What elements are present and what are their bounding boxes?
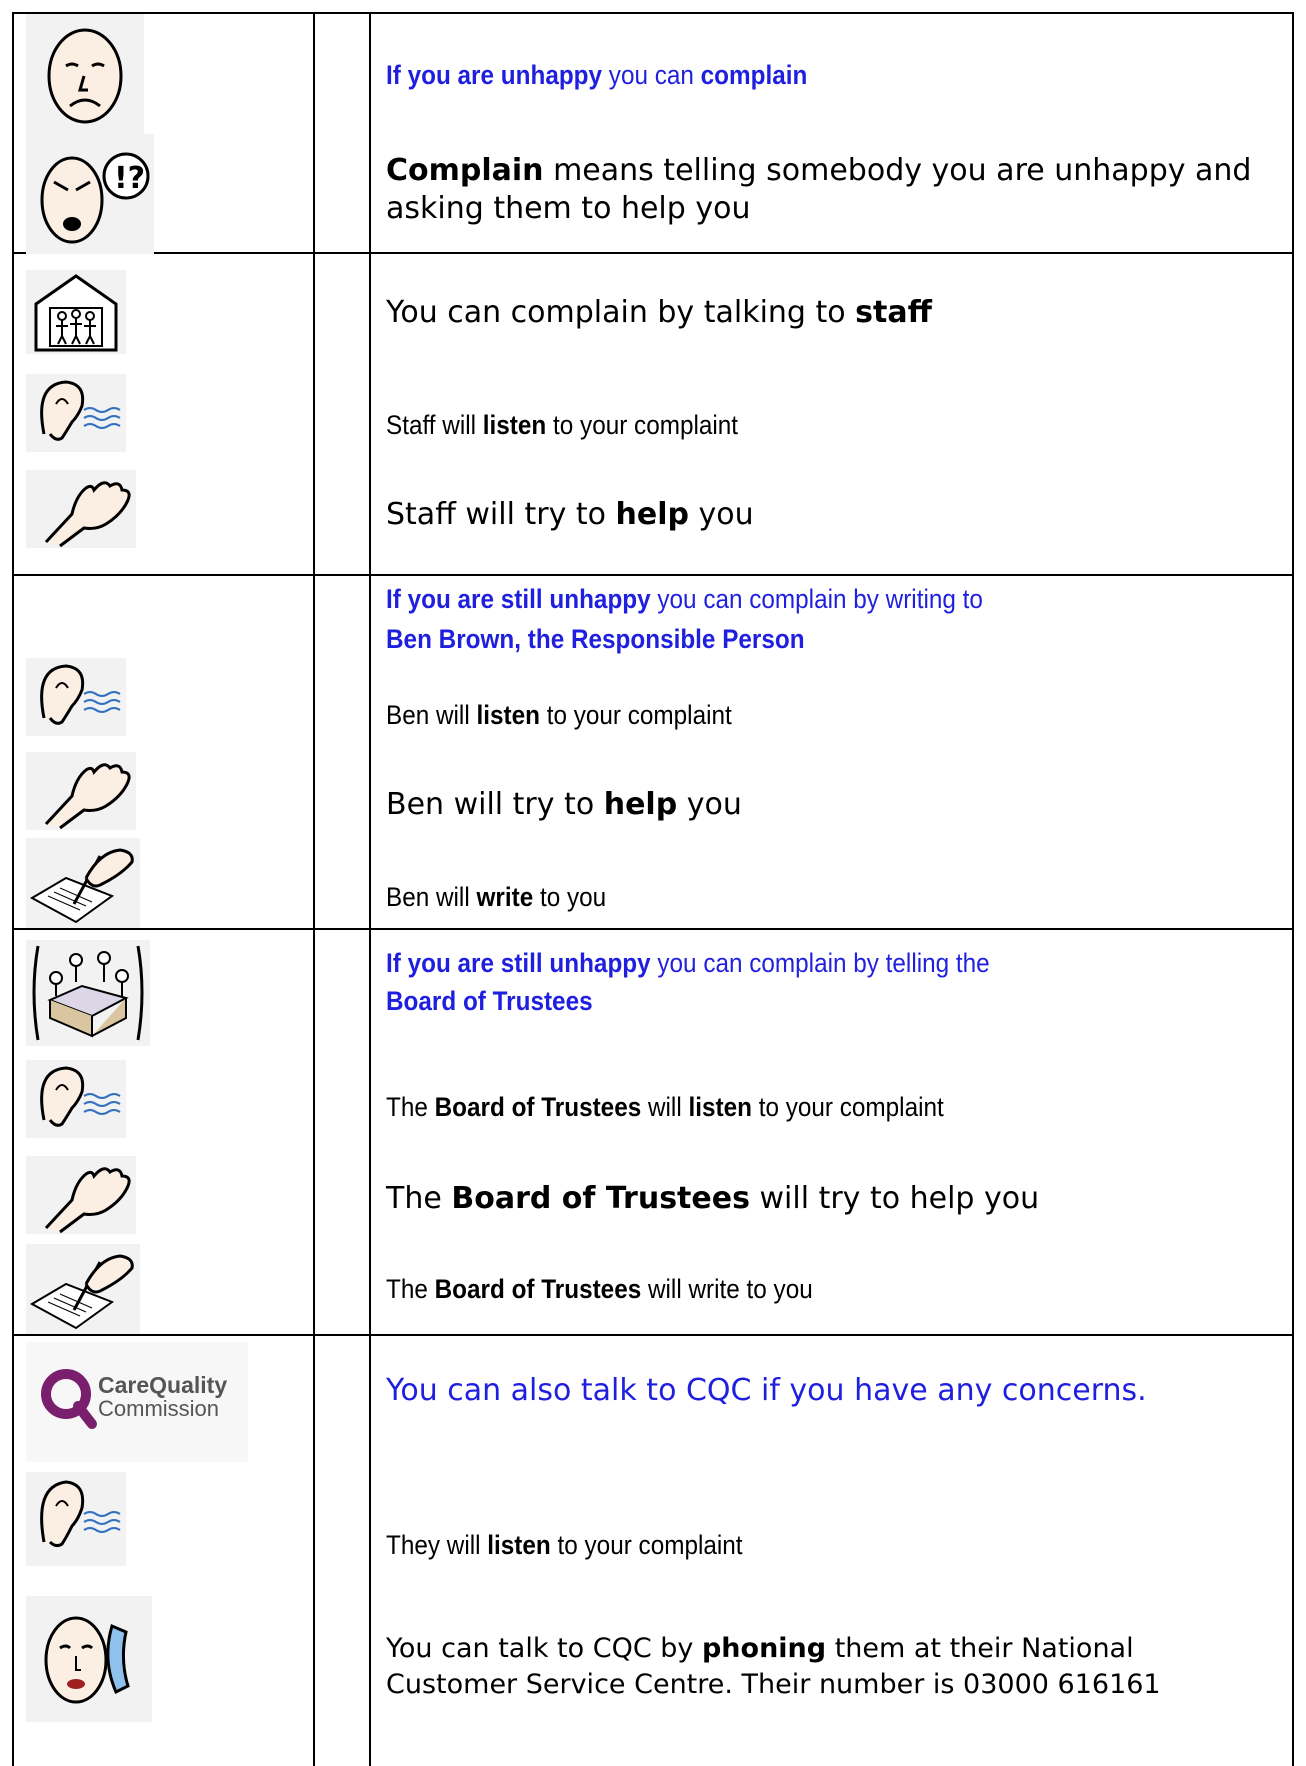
hand-help-icon [26, 752, 136, 830]
table-border-right [1292, 12, 1294, 1766]
row5-line2: They will listen to your complaint [386, 1530, 743, 1560]
row-divider [12, 574, 1294, 576]
hand-help-icon [26, 1156, 136, 1234]
row3-line5: Ben will write to you [386, 882, 607, 912]
row4-line5: The Board of Trustees will write to you [386, 1274, 813, 1304]
sad-face-icon [26, 14, 144, 134]
row1-definition-line1: Complain means telling somebody you are unhappy and [386, 153, 1252, 188]
row-divider [12, 1334, 1294, 1336]
ear-listen-icon [26, 1472, 126, 1566]
row-divider [12, 928, 1294, 930]
hand-writing-icon [26, 838, 140, 928]
row3-line4: Ben will try to help you [386, 787, 742, 822]
row2-line2: Staff will listen to your complaint [386, 410, 739, 440]
row1-definition-line2: asking them to help you [386, 191, 751, 226]
table-border-left [12, 12, 14, 1766]
row4-heading-line2: Board of Trustees [386, 986, 593, 1016]
ear-listen-icon [26, 1060, 126, 1138]
cqc-logo [26, 1342, 248, 1462]
row5-line4: Customer Service Centre. Their number is 03000 616161 [386, 1669, 1161, 1700]
ear-listen-icon [26, 658, 126, 736]
cqc-logo-line1: CareQuality [98, 1372, 228, 1398]
row5-cqc-line: You can also talk to CQC if you have any concerns. [386, 1373, 1147, 1408]
board-meeting-icon [26, 940, 150, 1046]
row-divider [12, 252, 1294, 254]
row4-line3: The Board of Trustees will listen to your complaint [386, 1092, 944, 1122]
column-divider [313, 12, 315, 1766]
row5-line3: You can talk to CQC by phoning them at their National [386, 1633, 1134, 1664]
row2-line3: Staff will try to help you [386, 497, 754, 532]
hand-help-icon [26, 470, 136, 548]
row4-heading-line1: If you are still unhappy you can complain by telling the [386, 948, 990, 978]
cqc-logo-line2: Commission [98, 1396, 220, 1421]
row1-heading: If you are unhappy you can complain [386, 60, 808, 90]
row3-heading-line2: Ben Brown, the Responsible Person [386, 624, 805, 654]
angry-face-question-icon [26, 134, 154, 254]
table-border-top [12, 12, 1294, 14]
ear-listen-icon [26, 374, 126, 452]
row4-line4: The Board of Trustees will try to help you [386, 1181, 1040, 1216]
face-phone-icon [26, 1596, 152, 1722]
row3-line3: Ben will listen to your complaint [386, 700, 732, 730]
hand-writing-icon [26, 1244, 140, 1334]
svg-text:!?: !? [114, 161, 146, 196]
column-divider [369, 12, 371, 1766]
house-people-icon [26, 270, 126, 354]
row2-line1: You can complain by talking to staff [386, 295, 932, 330]
row3-heading-line1: If you are still unhappy you can complain by writing to [386, 584, 983, 614]
